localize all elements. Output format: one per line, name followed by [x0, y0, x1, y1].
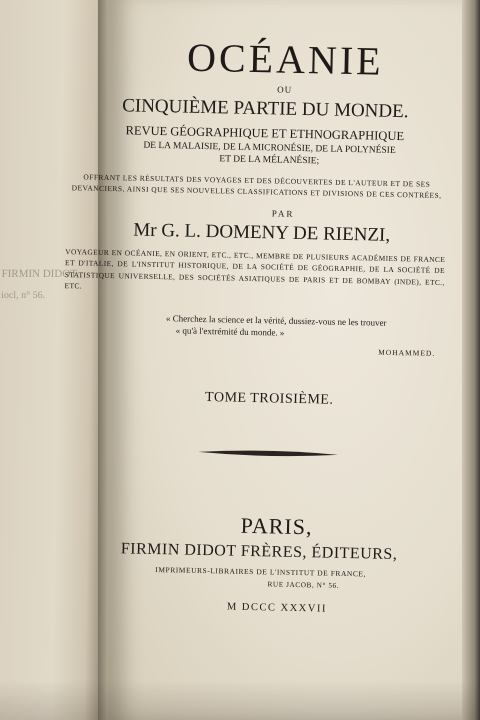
decorative-rule — [198, 448, 338, 459]
epigraph-line: « Cherchez la science et la vérité, dussiez-vous ne les trouver — [165, 312, 387, 328]
regions-line: DE LA MALAISIE, DE LA MICRONÉSIE, DE LA POLYNÉSIE — [143, 140, 396, 156]
author-name: Mr G. L. DOMENY DE RIENZI, — [133, 219, 391, 246]
regions-line: ET DE LA MÉLANÉSIE; — [219, 154, 320, 167]
volume-label: TOME TROISIÈME. — [204, 390, 334, 408]
epigraph — [165, 312, 436, 359]
title-page-content — [64, 28, 446, 617]
contents-description: OFFRANT LES RÉSULTATS DES VOYAGES ET DES DÉCOUVERTES DE L'AUTEUR ET DE SES DEVANCIERS, AINSI QUE SES NOUVELLES CLASSIFICATIONS ET DIVISIONS DE CES CONTRÉES, — [71, 172, 442, 201]
left-page-fragment: FIRMIN DIDOT — [1, 268, 78, 280]
publisher-address: RUE JACOB, N° 56. — [267, 580, 340, 591]
regions-text — [99, 140, 439, 171]
book-subtitle: CINQUIÈME PARTIE DU MONDE. — [121, 95, 409, 123]
publication-year: M DCCC XXXVII — [226, 601, 327, 615]
page-edge — [462, 0, 480, 720]
publisher-name: FIRMIN DIDOT FRÈRES, ÉDITEURS, — [120, 540, 398, 564]
book-title: OCÉANIE — [186, 34, 385, 84]
author-credentials: VOYAGEUR EN OCÉANIE, EN ORIENT, ETC., ETC., MEMBRE DE PLUSIEURS ACADÉMIES DE FRANCE ET D'ITALIE, DE L'INSTITUT HISTORIQUE, DE LA SOCIÉTÉ DE GÉOGRAPHIE, DE LA SOCIÉTÉ DE STATISTIQUE UNIVERSELLE, DES SOCIÉTÉS ASIATIQUES DE PARIS ET DE BOMBAY (INDE), ETC., ETC. — [64, 246, 446, 291]
title-connector: OU — [277, 84, 293, 95]
epigraph-line: « qu'à l'extrémité du monde. » — [175, 325, 285, 338]
epigraph-author: MOHAMMED. — [378, 347, 436, 358]
revue-line: REVUE GÉOGRAPHIQUE ET ETHNOGRAPHIQUE — [125, 123, 405, 144]
bottom-shadow — [0, 680, 480, 720]
left-page-fragment: iocl, n° 56. — [1, 290, 46, 301]
publication-city: PARIS, — [240, 513, 313, 540]
par-label: PAR — [271, 208, 295, 219]
publisher-title: IMPRIMEURS-LIBRAIRES DE L'INSTITUT DE FRANCE, — [155, 565, 367, 579]
